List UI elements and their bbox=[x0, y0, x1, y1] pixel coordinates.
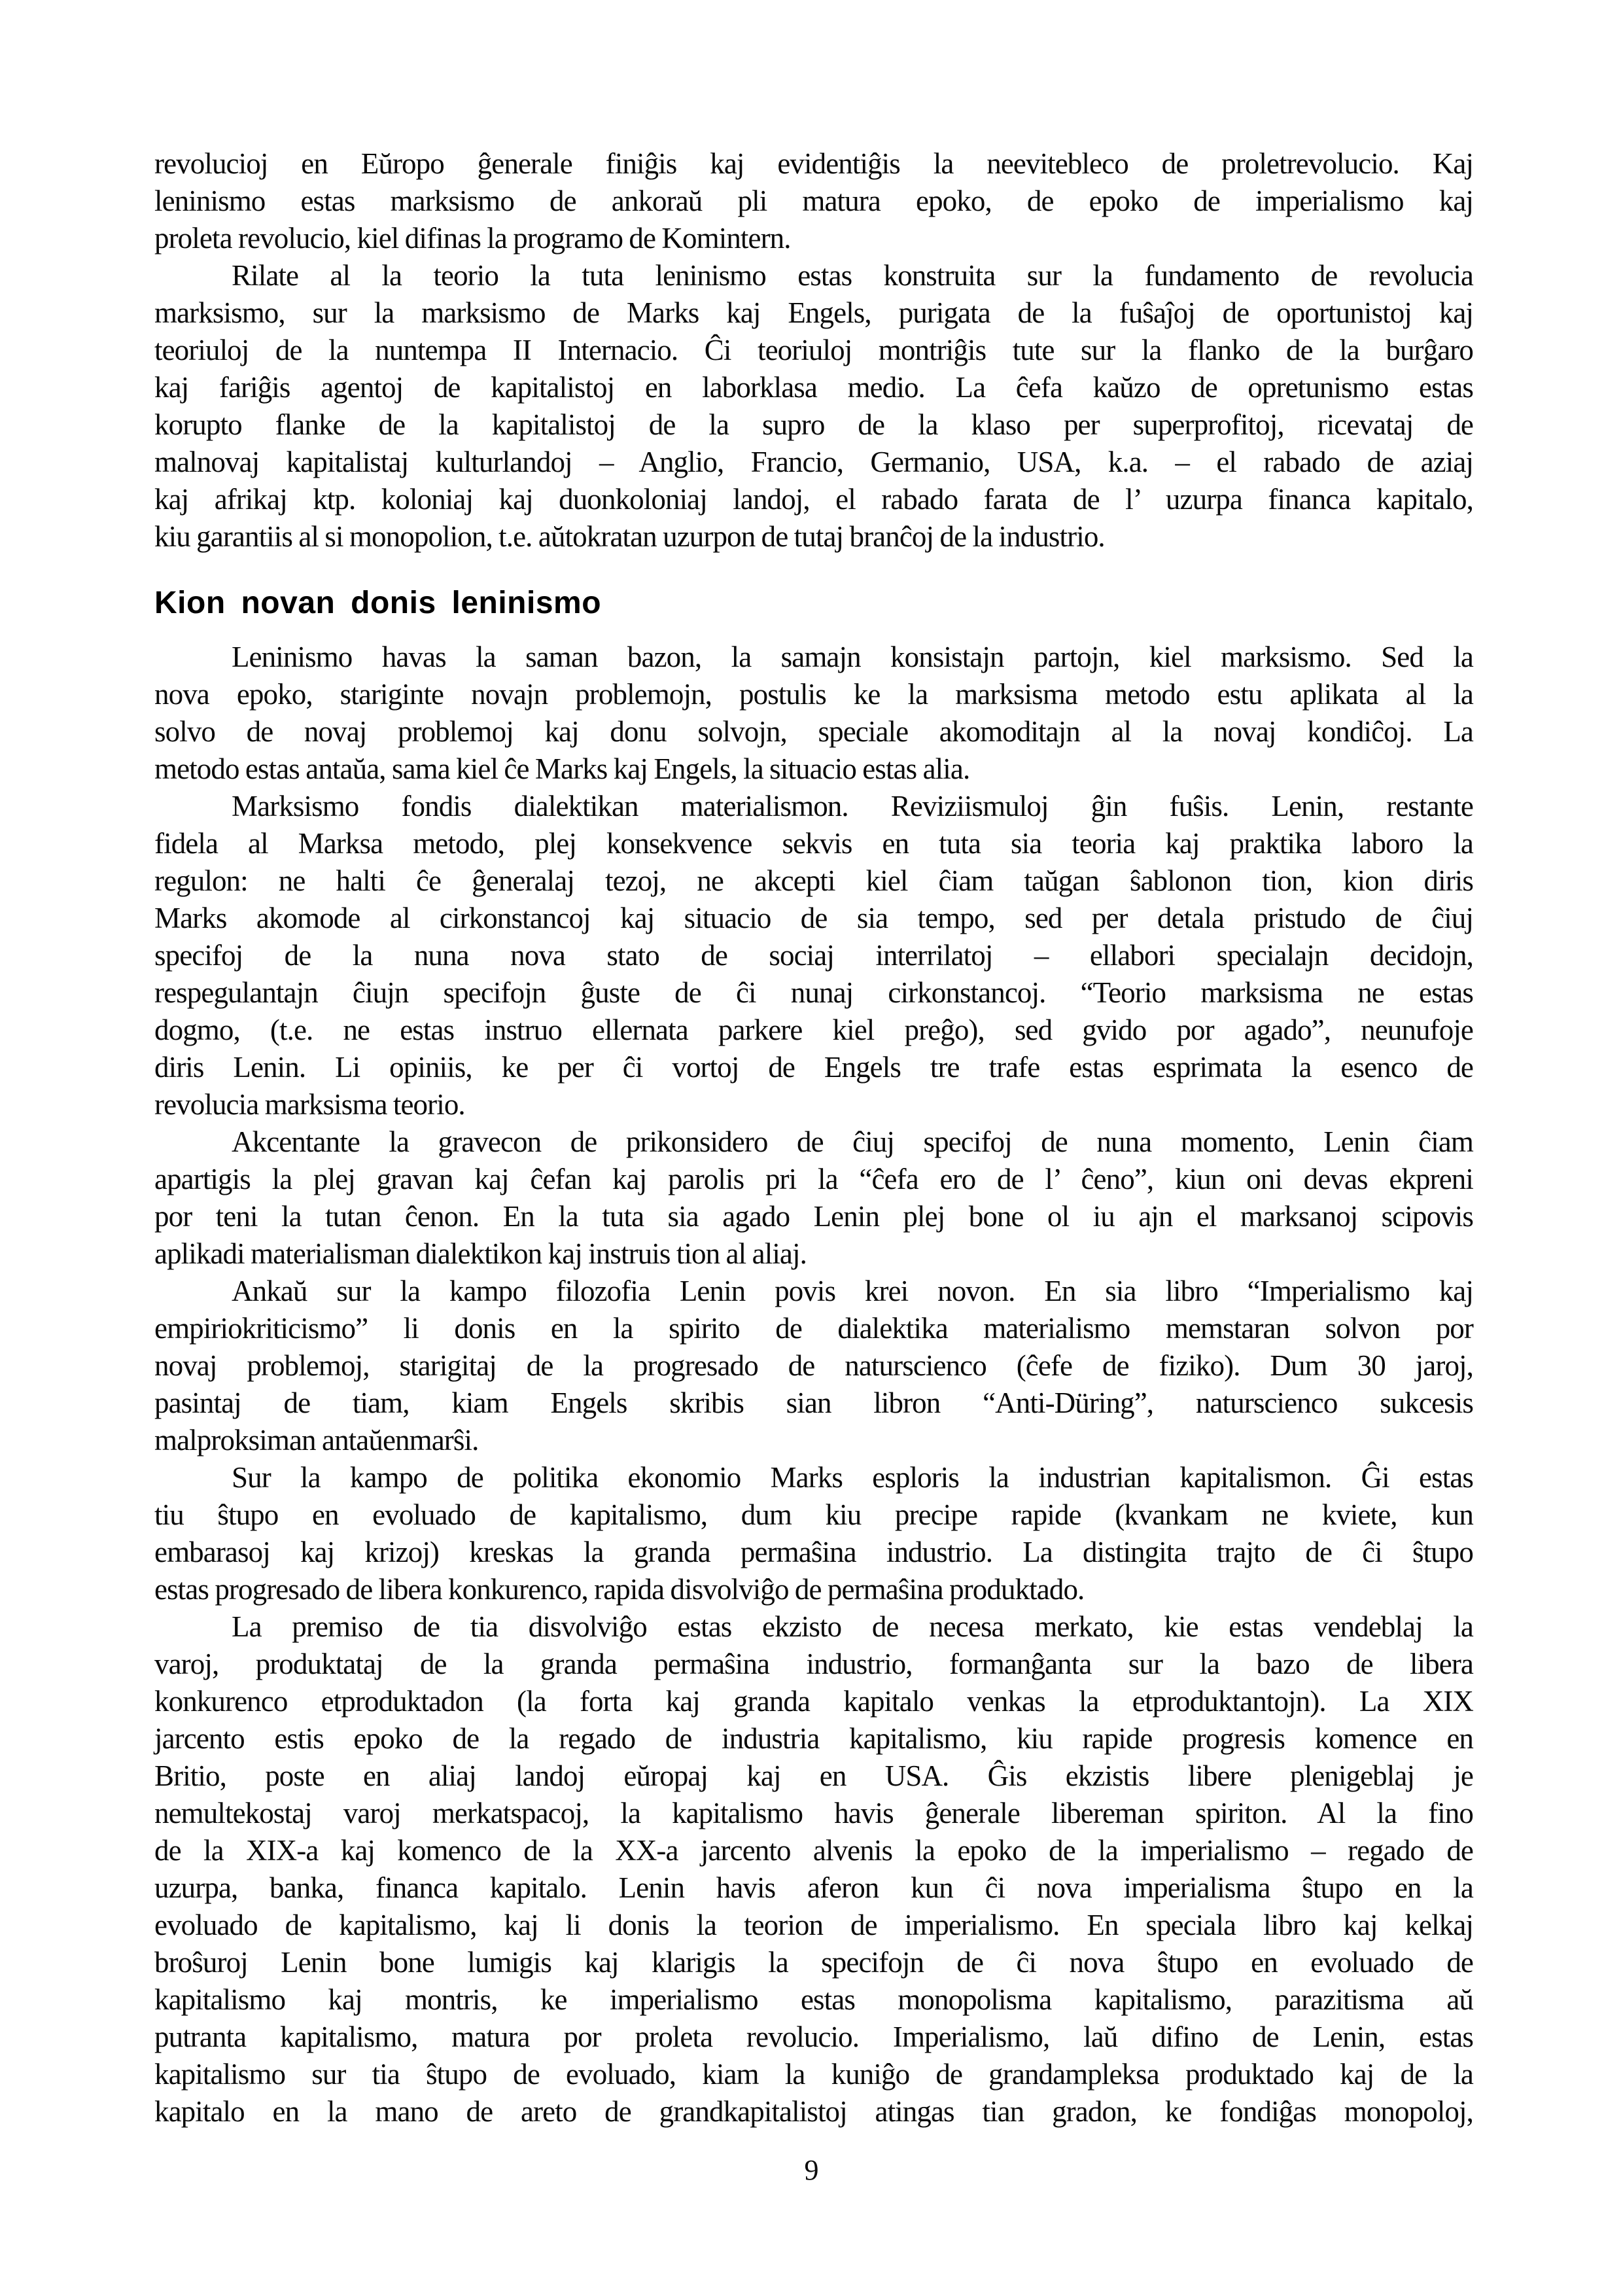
text-line: kaj afrikaj ktp. koloniaj kaj duonkoloniaj landoj, el rabado farata de l’ uzurpa financa kapitalo, bbox=[154, 483, 1473, 516]
text-line: Leninismo havas la saman bazon, la samajn konsistajn partojn, kiel marksismo. Sed la bbox=[232, 641, 1473, 673]
text-line: malproksiman antaŭenmarŝi. bbox=[154, 1424, 479, 1457]
text-line: evoluado de kapitalismo, kaj li donis la teorion de imperialismo. En speciala libro kaj kelkaj bbox=[154, 1909, 1473, 1941]
paragraph bbox=[154, 1459, 1473, 1608]
text-line: Britio, poste en aliaj landoj eŭropaj kaj en USA. Ĝis ekzistis libere plenigeblaj je bbox=[154, 1759, 1473, 1792]
paragraph bbox=[154, 1123, 1473, 1273]
text-line: fidela al Marksa metodo, plej konsekvence sekvis en tuta sia teoria kaj praktika laboro la bbox=[154, 827, 1473, 860]
text-line: kaj fariĝis agentoj de kapitalistoj en laborklasa medio. La ĉefa kaŭzo de opretunismo estas bbox=[154, 371, 1473, 404]
section-heading: Kion novan donis leninismo bbox=[154, 586, 602, 620]
text-line: kapitalismo kaj montris, ke imperialismo estas monopolisma kapitalismo, parazitisma aŭ bbox=[154, 1983, 1473, 2016]
text-line: jarcento estis epoko de la regado de industria kapitalismo, kiu rapide progresis komence en bbox=[154, 1722, 1473, 1755]
text-line: varoj, produktataj de la granda permaŝina industrio, formanĝanta sur la bazo de libera bbox=[154, 1648, 1473, 1680]
text-line: novaj problemoj, starigitaj de la progresado de naturscienco (ĉefe de fiziko). Dum 30 jaroj, bbox=[154, 1349, 1473, 1382]
text-line: uzurpa, banka, financa kapitalo. Lenin havis aferon kun ĉi nova imperialisma ŝtupo en la bbox=[154, 1871, 1473, 1904]
text-line: Rilate al la teorio la tuta leninismo estas konstruita sur la fundamento de revolucia bbox=[232, 259, 1473, 292]
page-content bbox=[154, 145, 1473, 2130]
text-line: Sur la kampo de politika ekonomio Marks esploris la industrian kapitalismon. Ĝi estas bbox=[232, 1461, 1473, 1494]
paragraph bbox=[154, 257, 1473, 556]
text-line: revolucioj en Eŭropo ĝenerale finiĝis kaj evidentiĝis la neevitebleco de proletrevolucio. Kaj bbox=[154, 147, 1473, 180]
text-line: solvo de novaj problemoj kaj donu solvojn, speciale akomoditajn al la novaj kondiĉoj. La bbox=[154, 715, 1473, 748]
paragraph bbox=[154, 1273, 1473, 1459]
text-line: por teni la tutan ĉenon. En la tuta sia agado Lenin plej bone ol iu ajn el marksanoj scipovis bbox=[154, 1200, 1473, 1233]
text-line: nemultekostaj varoj merkatspacoj, la kapitalismo havis ĝenerale libereman spiriton. Al la fino bbox=[154, 1797, 1473, 1829]
text-line: aplikadi materialisman dialektikon kaj instruis tion al aliaj. bbox=[154, 1237, 807, 1270]
text-line: de la XIX-a kaj komenco de la XX-a jarcento alvenis la epoko de la imperialismo – regado de bbox=[154, 1834, 1473, 1867]
text-line: kiu garantiis al si monopolion, t.e. aŭtokratan uzurpon de tutaj branĉoj de la industrio. bbox=[154, 520, 1105, 553]
text-line: respegulantajn ĉiujn specifojn ĝuste de ĉi nunaj cirkonstancoj. “Teorio marksisma ne estas bbox=[154, 976, 1473, 1009]
paragraph bbox=[154, 145, 1473, 257]
text-line: kapitalo en la mano de areto de grandkapitalistoj atingas tian gradon, ke fondiĝas monopoloj, bbox=[154, 2095, 1473, 2128]
text-line: specifoj de la nuna nova stato de sociaj interrilatoj – ellabori specialajn decidojn, bbox=[154, 939, 1473, 972]
text-line: dogmo, (t.e. ne estas instruo ellernata parkere kiel preĝo), sed gvido por agado”, neunufoje bbox=[154, 1014, 1473, 1046]
text-line: konkurenco etproduktadon (la forta kaj granda kapitalo venkas la etproduktantojn). La XIX bbox=[154, 1685, 1473, 1718]
text-line: Akcentante la gravecon de prikonsidero de ĉiuj specifoj de nuna momento, Lenin ĉiam bbox=[232, 1125, 1473, 1158]
text-line: nova epoko, stariginte novajn problemojn, postulis ke la marksisma metodo estu aplikata al la bbox=[154, 678, 1473, 711]
text-line: tiu ŝtupo en evoluado de kapitalismo, dum kiu precipe rapide (kvankam ne kviete, kun bbox=[154, 1498, 1473, 1531]
text-line: malnovaj kapitalistaj kulturlandoj – Anglio, Francio, Germanio, USA, k.a. – el rabado de aziaj bbox=[154, 446, 1473, 478]
text-line: metodo estas antaŭa, sama kiel ĉe Marks kaj Engels, la situacio estas alia. bbox=[154, 752, 970, 785]
text-line: empiriokriticismo” li donis en la spirito de dialektika materialismo memstaran solvon por bbox=[154, 1312, 1473, 1345]
text-line: teoriuloj de la nuntempa II Internacio. Ĉi teoriuloj montriĝis tute sur la flanko de la burĝaro bbox=[154, 334, 1473, 366]
text-line: revolucia marksisma teorio. bbox=[154, 1088, 465, 1121]
text-line: leninismo estas marksismo de ankoraŭ pli matura epoko, de epoko de imperialismo kaj bbox=[154, 185, 1473, 217]
text-line: estas progresado de libera konkurenco, rapida disvolviĝo de permaŝina produktado. bbox=[154, 1573, 1085, 1606]
paragraph bbox=[154, 1608, 1473, 2130]
text-line: marksismo, sur la marksismo de Marks kaj Engels, purigata de la fuŝaĵoj de oportunistoj kaj bbox=[154, 296, 1473, 329]
paragraph bbox=[154, 639, 1473, 788]
text-line: pasintaj de tiam, kiam Engels skribis sian libron “Anti-Düring”, naturscienco sukcesis bbox=[154, 1386, 1473, 1419]
text-line: broŝuroj Lenin bone lumigis kaj klarigis la specifojn de ĉi nova ŝtupo en evoluado de bbox=[154, 1946, 1473, 1979]
text-line: La premiso de tia disvolviĝo estas ekzisto de necesa merkato, kie estas vendeblaj la bbox=[232, 1610, 1473, 1643]
text-line: Ankaŭ sur la kampo filozofia Lenin povis krei novon. En sia libro “Imperialismo kaj bbox=[232, 1275, 1473, 1307]
text-line: apartigis la plej gravan kaj ĉefan kaj parolis pri la “ĉefa ero de l’ ĉeno”, kiun oni devas ekpreni bbox=[154, 1163, 1473, 1195]
text-line: kapitalismo sur tia ŝtupo de evoluado, kiam la kuniĝo de grandampleksa produktado kaj de la bbox=[154, 2058, 1473, 2091]
text-line: Marks akomode al cirkonstancoj kaj situacio de sia tempo, sed per detala pristudo de ĉiuj bbox=[154, 902, 1473, 934]
text-line: embarasoj kaj krizoj) kreskas la granda permaŝina industrio. La distingita trajto de ĉi ŝtupo bbox=[154, 1536, 1473, 1568]
paragraph bbox=[154, 788, 1473, 1123]
text-line: diris Lenin. Li opiniis, ke per ĉi vortoj de Engels tre trafe estas esprimata la esenco de bbox=[154, 1051, 1473, 1084]
text-line: regulon: ne halti ĉe ĝeneralaj tezoj, ne akcepti kiel ĉiam taŭgan ŝablonon tion, kion diris bbox=[154, 864, 1473, 897]
text-line: Marksismo fondis dialektikan materialismon. Reviziismuloj ĝin fuŝis. Lenin, restante bbox=[232, 790, 1473, 822]
text-line: putranta kapitalismo, matura por proleta revolucio. Imperialismo, laŭ difino de Lenin, estas bbox=[154, 2021, 1473, 2053]
text-line: proleta revolucio, kiel difinas la programo de Komintern. bbox=[154, 222, 791, 255]
page-number: 9 bbox=[804, 2154, 819, 2186]
text-line: korupto flanke de la kapitalistoj de la supro de la klaso per superprofitoj, ricevataj de bbox=[154, 408, 1473, 441]
